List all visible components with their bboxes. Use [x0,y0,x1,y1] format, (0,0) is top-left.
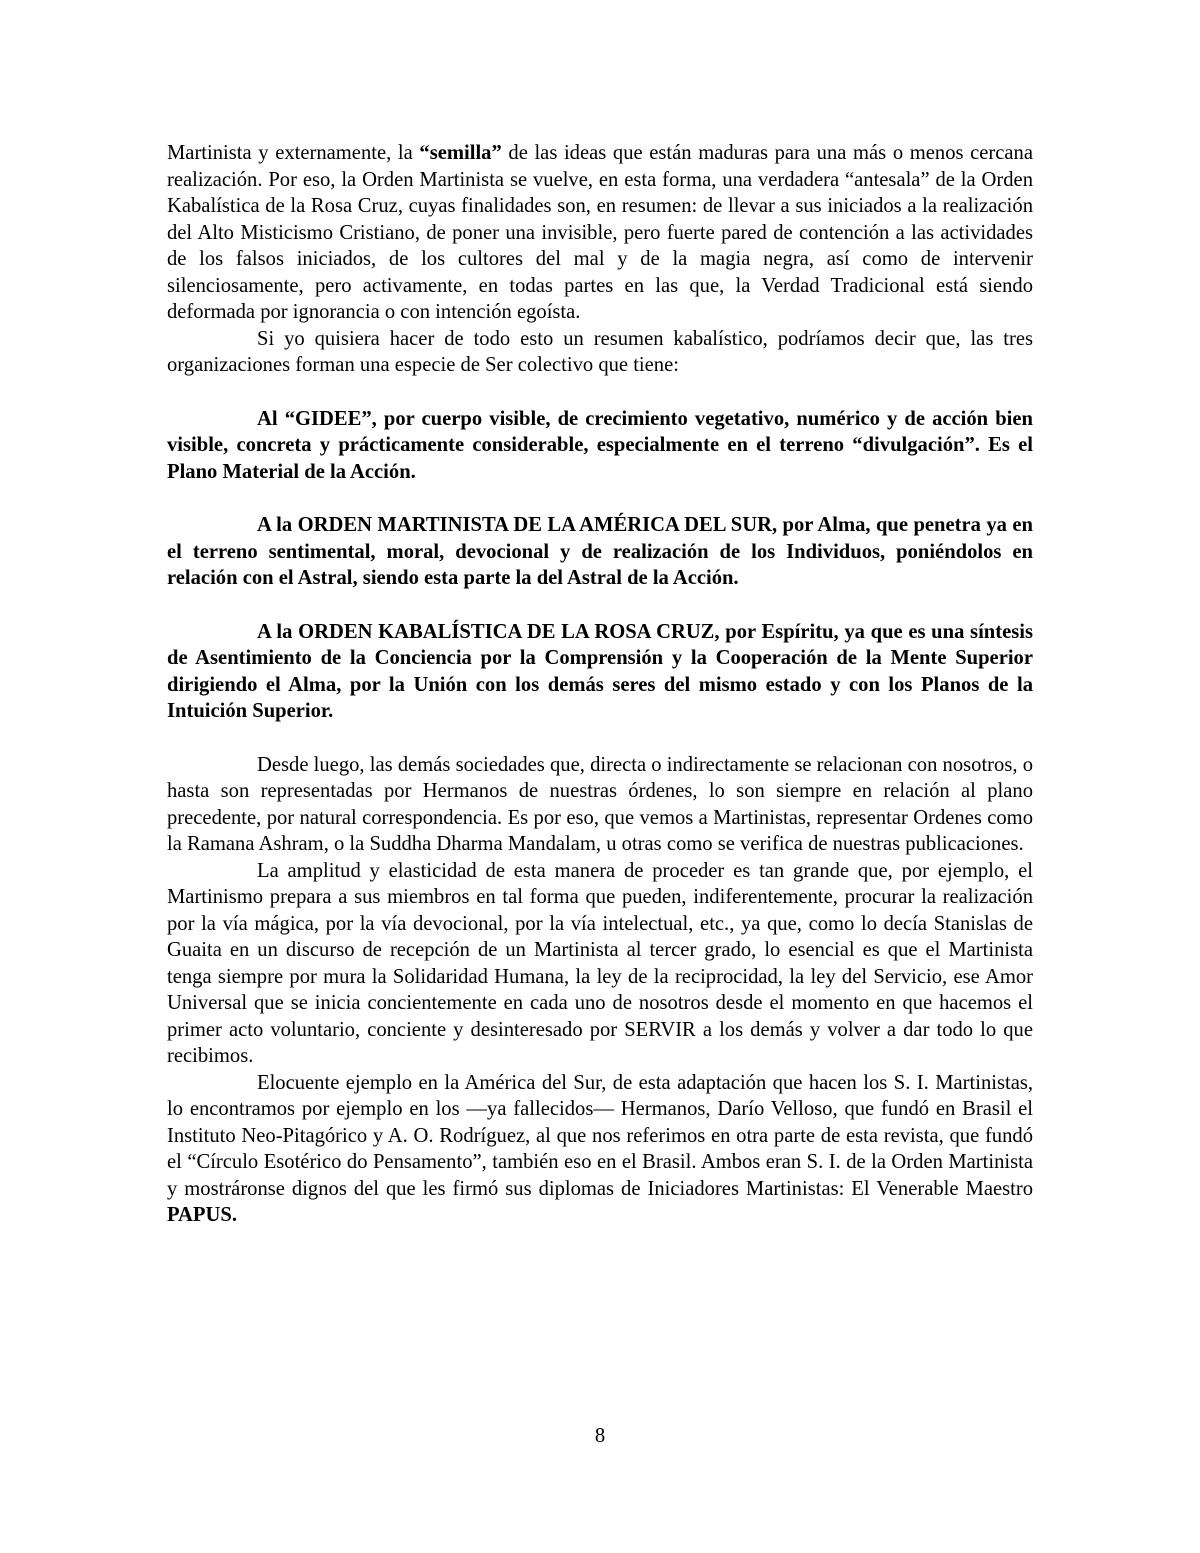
page-body [167,140,1033,1229]
paragraph-resumen-kabalistico: Si yo quisiera hacer de todo esto un resumen kabalístico, podríamos decir que, las tres organizaciones forman una especie de Ser colectivo que tiene: [167,327,1033,376]
paragraph-gidee-cuerpo: Al “GIDEE”, por cuerpo visible, de crecimiento vegetativo, numérico y de acción bien visible, concreta y prácticamente considerable, especialmente en el terreno “divulgación”. Es el Plano Material de la Acción. [167,407,1033,483]
paragraph-orden-martinista-antesala [167,140,1033,326]
paragraph-text: de las ideas que están maduras para una más o menos cercana realización. Por eso, la Orden Martinista se vuelve, en esta forma, una verdadera “antesala” de la Orden Kabalística de la Rosa Cruz, cuyas finalidades son, en resumen: de llevar a sus iniciados a la realización del Alto Misticismo Cristiano, de poner una invisible, pero fuerte pared de contención a las actividades de los falsos iniciados, de los cultores del mal y de la magia negra, así como de intervenir silenciosamente, pero activamente, en todas partes en las que, la Verdad Tradicional está siendo deformada por ignorancia o con intención egoísta. [167,142,1033,323]
paragraph-elocuente-ejemplo [167,1070,1033,1229]
paragraph-demas-sociedades: Desde luego, las demás sociedades que, directa o indirectamente se relacionan con nosotros, o hasta son representadas por Hermanos de nuestras órdenes, lo son siempre en relación al plano precedente, por natural correspondencia. Es por eso, que vemos a Martinistas, representar Ordenes como la Ramana Ashram, o la Suddha Dharma Mandalam, u otras como se verifica de nuestras publicaciones. [167,753,1033,855]
paragraph-amplitud-elasticidad: La amplitud y elasticidad de esta manera de proceder es tan grande que, por ejemplo, el Martinismo prepara a sus miembros en tal forma que pueden, indiferentemente, procurar la realización por la vía mágica, por la vía devocional, por la vía intelectual, etc., ya que, como lo decía Stanislas de Guaita en un discurso de recepción de un Martinista al tercer grado, lo esencial es que el Martinista tenga siempre por mura la Solidaridad Humana, la ley de la reciprocidad, la ley del Servicio, ese Amor Universal que se inicia concientemente en cada uno de nosotros desde el momento en que hacemos el primer acto voluntario, conciente y desinteresado por SERVIR a los demás y volver a dar todo lo que recibimos. [167,859,1033,1067]
paragraph-orden-martinista-alma: A la ORDEN MARTINISTA DE LA AMÉRICA DEL SUR, por Alma, que penetra ya en el terreno sentimental, moral, devocional y de realización de los Individuos, poniéndolos en relación con el Astral, siendo esta parte la del Astral de la Acción. [167,514,1033,589]
page-number: 8 [594,1425,606,1447]
paragraph-text: Martinista y externamente, la [167,142,420,164]
bold-term-semilla: “semilla” [419,142,502,164]
bold-name-papus: PAPUS. [167,1204,237,1226]
paragraph-text: Elocuente ejemplo en la América del Sur, de esta adaptación que hacen los S. I. Martinistas, lo encontramos por ejemplo en los —ya fallecidos— Hermanos, Darío Velloso, que fundó en Brasil el Instituto Neo-Pitagórico y A. O. Rodríguez, al que nos referimos en otra parte de esta revista, que fundó el “Círculo Esotérico do Pensamento”, también eso en el Brasil. Ambos eran S. I. de la Orden Martinista y mostráronse dignos del que les firmó sus diplomas de Iniciadores Martinistas: El Venerable Maestro [167,1071,1033,1200]
paragraph-orden-kabalistica-espiritu: A la ORDEN KABALÍSTICA DE LA ROSA CRUZ, por Espíritu, ya que es una síntesis de Asentimiento de la Conciencia por la Comprensión y la Cooperación de la Mente Superior dirigiendo el Alma, por la Unión con los demás seres del mismo estado y con los Planos de la Intuición Superior. [167,620,1033,722]
